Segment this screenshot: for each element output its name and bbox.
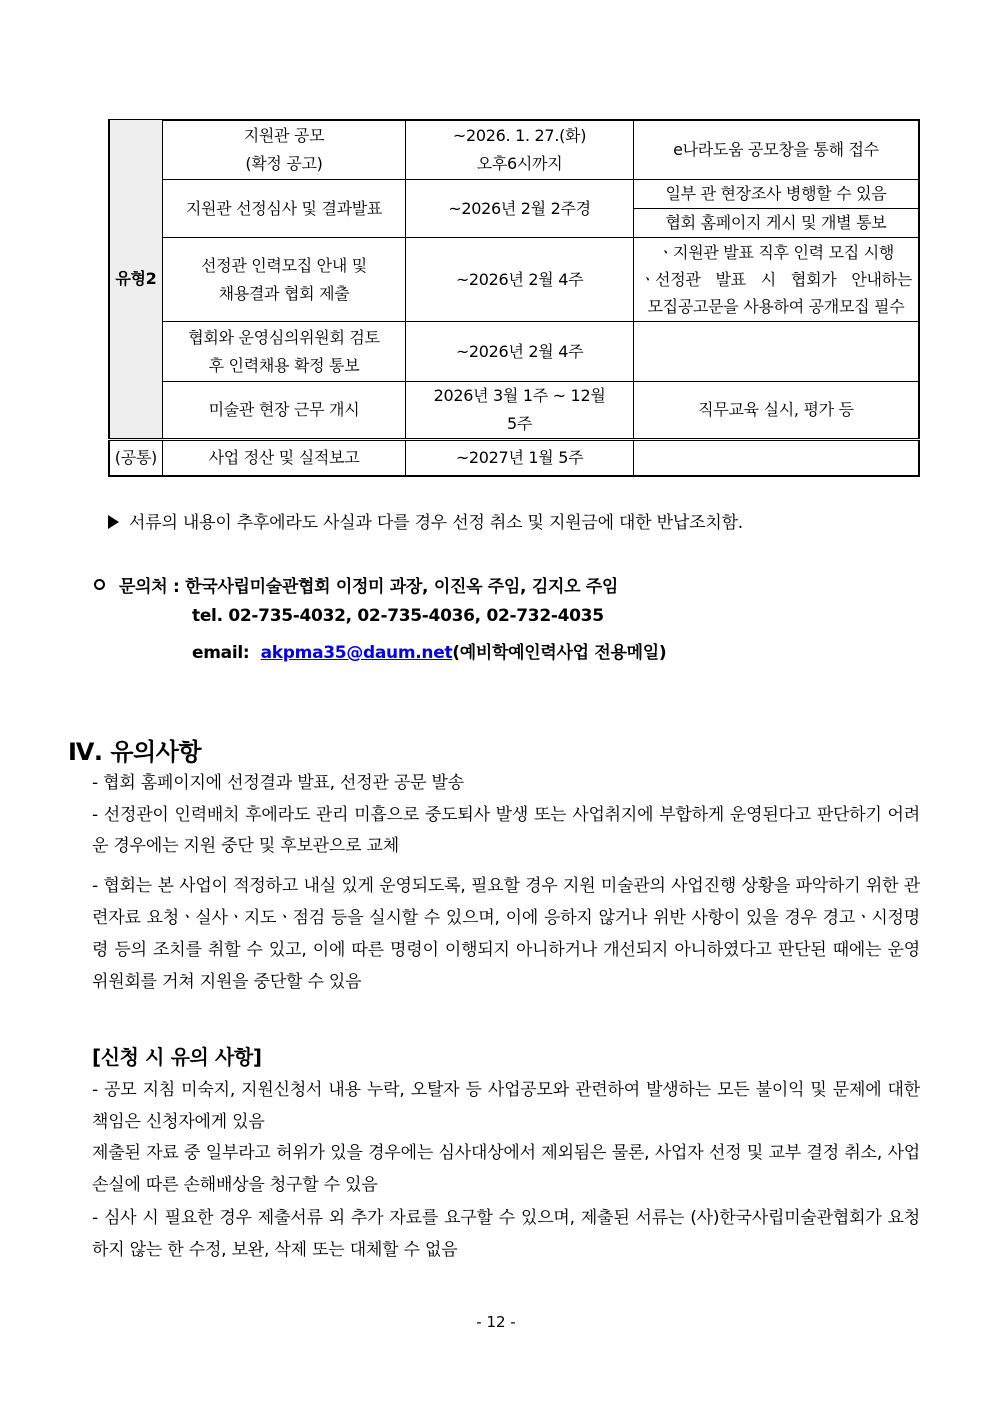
section-item: - 협회 홈페이지에 선정결과 발표, 선정관 공문 발송 [92, 773, 465, 793]
task-text: 후 인력채용 확정 통보 [208, 355, 360, 375]
circle-bullet-icon [94, 579, 105, 590]
task-cell [162, 238, 405, 322]
notice-line [108, 508, 743, 533]
task-cell [162, 120, 405, 180]
note-cell: 직무교육 실시, 평가 등 [633, 382, 919, 440]
period-text: 5주 [507, 414, 533, 433]
section-item: - 선정관이 인력배치 후에라도 관리 미흡으로 중도퇴사 발생 또는 사업취지에 부합하게 운영된다고 판단하기 어려운 경우에는 지원 중단 및 후보관으로 교체 [92, 805, 920, 856]
period-cell: ~2026년 2월 4주 [406, 238, 634, 322]
note-text: ㆍ지원관 발표 직후 인력 모집 시행 [657, 243, 895, 262]
period-text: ~2026. 1. 27.(화) [452, 125, 587, 145]
note-cell: e나라도움 공모창을 통해 접수 [633, 120, 919, 180]
task-text: 협회와 운영심의위원회 검토 [188, 327, 380, 347]
task-cell: 지원관 선정심사 및 결과발표 [162, 180, 405, 238]
note-item: - 심사 시 필요한 경우 제출서류 외 추가 자료를 요구할 수 있으며, 제출된 서류는 (사)한국사립미술관협회가 요청하지 않는 한 수정, 보완, 삭제 또는 대체할 수 없음 [92, 1208, 920, 1260]
contact-text: 문의처 : 한국사립미술관협회 이정미 과장, 이진옥 주임, 김지오 주임 [119, 577, 619, 597]
task-text: 채용결과 협회 제출 [218, 283, 350, 303]
table-row [109, 322, 919, 382]
task-text: 선정관 인력모집 안내 및 [201, 255, 367, 275]
note-item: 제출된 자료 중 일부라고 허위가 있을 경우에는 심사대상에서 제외됨은 물론, 사업자 선정 및 교부 결정 취소, 사업 손실에 따른 손해배상을 청구할 수 있음 [92, 1143, 920, 1195]
period-text: 2026년 3월 1주 ~ 12월 [433, 386, 606, 405]
table-row-common [109, 440, 919, 476]
common-label: (공통) [109, 440, 162, 476]
task-text: 지원관 공모 [243, 125, 325, 145]
page-number: - 12 - [476, 1313, 516, 1331]
period-cell: ~2026년 2월 2주경 [406, 180, 634, 238]
period-cell: ~2026년 2월 4주 [406, 322, 634, 382]
email-note: (예비학예인력사업 전용메일) [452, 643, 667, 663]
section-title: Ⅳ. 유의사항 [68, 738, 202, 766]
task-text: (확정 공고) [245, 153, 323, 173]
subsection-title: [신청 시 유의 사항] [92, 1045, 262, 1069]
email-link[interactable]: akpma35@daum.net [260, 643, 453, 663]
table-row [109, 120, 919, 180]
task-cell: 미술관 현장 근무 개시 [162, 382, 405, 440]
note-cell [633, 238, 919, 322]
note-cell: 협회 홈페이지 게시 및 개별 통보 [633, 209, 919, 238]
contact-email-line [192, 638, 666, 663]
note-cell [633, 322, 919, 382]
note-text: ㆍ선정관 발표 시 협회가 안내하는 [639, 270, 912, 289]
type2-label: 유형2 [109, 120, 162, 440]
table-row [109, 238, 919, 322]
note-item: - 공모 지침 미숙지, 지원신청서 내용 누락, 오탈자 등 사업공모와 관련하여 발생하는 모든 불이익 및 문제에 대한 책임은 신청자에게 있음 [92, 1080, 920, 1132]
contact-tel: tel. 02-735-4032, 02-735-4036, 02-732-4035 [192, 606, 604, 626]
task-cell [162, 322, 405, 382]
contact-heading [94, 572, 618, 597]
note-text: 모집공고문을 사용하여 공개모집 필수 [647, 297, 905, 316]
task-cell: 사업 정산 및 실적보고 [162, 440, 405, 476]
note-cell [633, 440, 919, 476]
notice-text: 서류의 내용이 추후에라도 사실과 다를 경우 선정 취소 및 지원금에 대한 반납조치함. [129, 513, 743, 533]
schedule-table [108, 119, 920, 477]
triangle-bullet-icon [108, 515, 119, 529]
period-cell [406, 120, 634, 180]
table-row [109, 382, 919, 440]
period-cell [406, 382, 634, 440]
table-row [109, 180, 919, 209]
note-cell: 일부 관 현장조사 병행할 수 있음 [633, 180, 919, 209]
section-item: - 협회는 본 사업이 적정하고 내실 있게 운영되도록, 필요할 경우 지원 미술관의 사업진행 상황을 파악하기 위한 관련자료 요청ㆍ실사ㆍ지도ㆍ점검 등을 실시할 수 있으며, 이에 응하지 않거나 위반 사항이 있을 경우 경고ㆍ시정명령 등의 조치를 취할 수 있고, 이에 따른 명령이 이행되지 아니하거나 개선되지 아니하였다고 판단된 때에는 운영위원회를 거쳐 지원을 중단할 수 있음 [92, 876, 920, 992]
period-text: 오후6시까지 [476, 153, 563, 173]
period-cell: ~2027년 1월 5주 [406, 440, 634, 476]
email-label: email: [192, 643, 250, 663]
